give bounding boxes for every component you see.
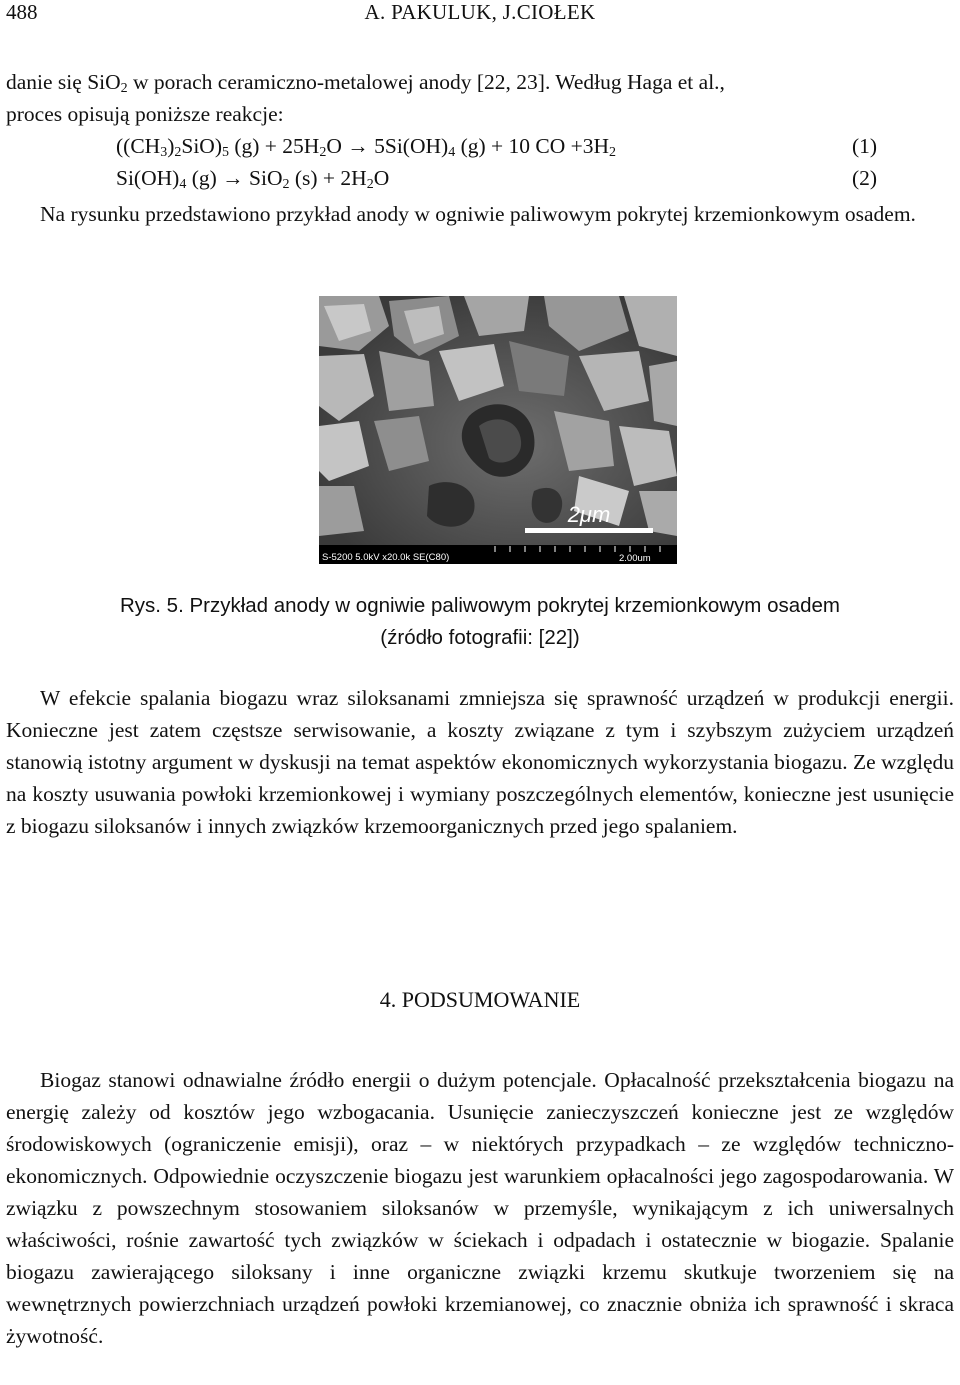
sem-micrograph-image bbox=[319, 296, 677, 564]
running-head: A. PAKULUK, J.CIOŁEK bbox=[364, 0, 596, 24]
equation-2-number: (2) bbox=[852, 166, 878, 190]
figure-caption: Rys. 5. Przykład anody w ogniwie paliwowym pokrytej krzemionkowym osadem (źródło fotografii: [22]) bbox=[119, 594, 841, 649]
equation-1-number: (1) bbox=[852, 134, 878, 158]
equation-2: $Si(OH)_4$ (g) → SiO$_2$ $(s) + 2H_2O$ bbox=[116, 166, 390, 192]
sem-info-left: S-5200 5.0kV x20.0k SE(C80) bbox=[322, 552, 450, 563]
equation-1: $((CH_3)_2SiO)_5$ $(g) + 25H_2O \to 5Si(OH)_4$ (g) + 10 CO $+3H_2$ bbox=[116, 134, 617, 160]
scale-bar-label: 2μm bbox=[567, 502, 611, 527]
section-title: 4. PODSUMOWANIE bbox=[379, 987, 581, 1012]
intro-line-2: proces opisują poniższe reakcje: bbox=[6, 102, 284, 126]
intro-line-1: danie się SiO$_2$ w porach ceramiczno-metalowej anody [22, 23]. Według Haga et al., bbox=[6, 70, 725, 96]
summary-paragraph: Biogaz stanowi odnawialne źródło energii o dużym potencjale. Opłacalność przekształcenia biogazu na energię zależy od kosztów jego wzbogacania. Usunięcie zanieczyszczeń konieczne jest ze względów środowiskowych (ograniczenie emisji), oraz – w niektórych przypadkach – ze względów techniczno-ekonomicznych. Odpowiednie oczyszczenie biogazu jest warunkiem opłacalności jego zagospodarowania. W związku z powszechnym stosowaniem siloksanów w przemyśle, wynikającym z ich uniwersalnych właściwości, rośnie zawartość tych związków w ściekach i odpadach i ostatecznie w biogazie. Spalanie biogazu zawierającego siloksany i inne organiczne związki krzemu skutkuje tworzeniem się na wewnętrznych powierzchniach urządzeń powłoki krzemianowej, co znacznie obniża ich sprawność i skraca żywotność. bbox=[6, 1068, 954, 1348]
page-header bbox=[0, 0, 960, 26]
page-number: 488 bbox=[6, 0, 38, 24]
sem-micrograph bbox=[319, 296, 677, 564]
sem-info-right: 2.00um bbox=[619, 553, 651, 564]
intro-paragraph bbox=[6, 66, 954, 130]
figure-reference-paragraph: Na rysunku przedstawiono przykład anody w ogniwie paliwowym pokrytej krzemionkowym osadem. bbox=[40, 202, 916, 226]
effects-paragraph: W efekcie spalania biogazu wraz siloksanami zmniejsza się sprawność urządzeń w produkcji energii. Konieczne jest zatem częstsze serwisowanie, a koszty związane z tym i szybszym zużyciem urządzeń stanowią istotny argument w dyskusji na temat aspektów ekonomicznych wykorzystania biogazu. Ze względu na koszty usuwania powłoki krzemionkowej i wymiany poszczególnych elementów, konieczne jest usunięcie z biogazu siloksanów i innych związków krzemoorganicznych przed jego spalaniem. bbox=[6, 686, 954, 838]
